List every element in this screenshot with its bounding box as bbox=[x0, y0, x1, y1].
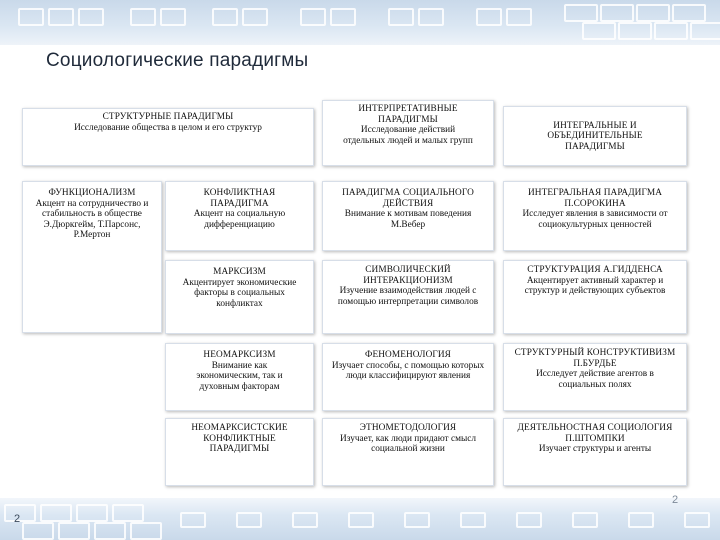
decor-square bbox=[418, 8, 444, 26]
decor-square bbox=[684, 512, 710, 528]
decor-square bbox=[292, 512, 318, 528]
box-heading: НЕОМАРКСИСТСКИЕ КОНФЛИКТНЫЕ ПАРАДИГМЫ bbox=[191, 423, 288, 455]
box-description: Внимание к мотивам поведения М.Вебер bbox=[344, 209, 472, 230]
decor-square bbox=[300, 8, 326, 26]
page-number-corner: 2 bbox=[14, 513, 21, 525]
box-description: Акцентирует экономические факторы в социальных конфликтах bbox=[182, 277, 297, 309]
giddens-structuration-box bbox=[503, 260, 687, 334]
box-heading: НЕОМАРКСИЗМ bbox=[203, 350, 276, 360]
box-description: Исследование общества в целом и его структур bbox=[74, 122, 262, 133]
decor-square bbox=[564, 4, 598, 22]
decor-square bbox=[130, 8, 156, 26]
decor-square bbox=[582, 22, 616, 40]
decor-square bbox=[600, 4, 634, 22]
decor-square bbox=[348, 512, 374, 528]
box-heading: ИНТЕГРАЛЬНАЯ ПАРАДИГМА П.СОРОКИНА bbox=[527, 188, 663, 209]
decor-square bbox=[22, 522, 54, 540]
box-heading: ФЕНОМЕНОЛОГИЯ bbox=[365, 350, 451, 360]
decor-square bbox=[40, 504, 72, 522]
social-action-box bbox=[322, 181, 494, 251]
ethnomethodology-box bbox=[322, 418, 494, 486]
decor-square bbox=[672, 4, 706, 22]
sztompka-sociology-box bbox=[503, 418, 687, 486]
decor-square bbox=[476, 8, 502, 26]
sorokin-integral-box bbox=[503, 181, 687, 251]
box-heading: СТРУКТУРАЦИЯ А.ГИДДЕНСА bbox=[527, 265, 663, 275]
box-heading: ИНТЕРПРЕТАТИВНЫЕ ПАРАДИГМЫ bbox=[358, 104, 458, 125]
box-description: Изучение взаимодействия людей с помощью интерпретации символов bbox=[337, 286, 479, 307]
decor-square bbox=[404, 512, 430, 528]
box-description: Исследует явления в зависимости от социокультурных ценностей bbox=[522, 209, 668, 230]
box-description: Изучает, как люди придают смысл социальной жизни bbox=[340, 433, 476, 455]
decor-square bbox=[572, 512, 598, 528]
decor-square bbox=[18, 8, 44, 26]
box-description: Внимание как экономическим, так и духовным факторам bbox=[196, 360, 283, 392]
functionalism-box bbox=[22, 181, 162, 333]
decor-square bbox=[76, 504, 108, 522]
box-description: Исследует действие агентов в социальных полях bbox=[536, 369, 654, 390]
decor-square bbox=[180, 512, 206, 528]
box-heading: ФУНКЦИОНАЛИЗМ bbox=[48, 188, 136, 198]
bottom-decorative-band bbox=[0, 498, 720, 540]
box-heading: МАРКСИЗМ bbox=[213, 267, 266, 277]
decor-square bbox=[506, 8, 532, 26]
box-description: Акцентирует активный характер и структур и действующих субъектов bbox=[524, 275, 666, 297]
decor-square bbox=[618, 22, 652, 40]
phenomenology-box bbox=[322, 343, 494, 411]
box-heading: ИНТЕГРАЛЬНЫЕ И ОБЪЕДИНИТЕЛЬНЫЕ ПАРАДИГМЫ bbox=[547, 120, 643, 152]
box-description: Акцент на сотрудничество и стабильность в обществе Э.Дюркгейм, Т.Парсонс, Р.Мертон bbox=[35, 198, 149, 241]
interpretative-paradigms-box bbox=[322, 100, 494, 166]
box-description: Изучает способы, с помощью которых люди классифицируют явления bbox=[331, 360, 485, 382]
decor-square bbox=[636, 4, 670, 22]
box-heading: ПАРАДИГМА СОЦИАЛЬНОГО ДЕЙСТВИЯ bbox=[342, 188, 474, 209]
box-heading: ДЕЯТЕЛЬНОСТНАЯ СОЦИОЛОГИЯ П.ШТОМПКИ bbox=[517, 423, 673, 444]
box-heading: КОНФЛИКТНАЯ ПАРАДИГМА bbox=[203, 188, 276, 209]
decor-square bbox=[212, 8, 238, 26]
neomarxism-box bbox=[165, 343, 314, 411]
box-heading: СИМВОЛИЧЕСКИЙ ИНТЕРАКЦИОНИЗМ bbox=[363, 265, 453, 286]
box-heading: ЭТНОМЕТОДОЛОГИЯ bbox=[359, 423, 457, 433]
box-heading: СТРУКТУРНЫЕ ПАРАДИГМЫ bbox=[102, 112, 234, 122]
decor-square bbox=[628, 512, 654, 528]
integral-paradigms-box bbox=[503, 106, 687, 166]
decor-square bbox=[94, 522, 126, 540]
box-description: Исследование действий отдельных людей и малых групп bbox=[343, 125, 473, 146]
structural-paradigms-box bbox=[22, 108, 314, 166]
neomarxist-conflict-box bbox=[165, 418, 314, 486]
decor-square bbox=[242, 8, 268, 26]
page-number: 2 bbox=[672, 494, 679, 506]
decor-square bbox=[654, 22, 688, 40]
decor-square bbox=[112, 504, 144, 522]
decor-square bbox=[78, 8, 104, 26]
conflict-paradigm-box bbox=[165, 181, 314, 251]
marxism-box bbox=[165, 260, 314, 334]
decor-square bbox=[690, 22, 720, 40]
top-decorative-band bbox=[0, 0, 720, 45]
decor-square bbox=[48, 8, 74, 26]
box-description: Акцент на социальную дифференциацию bbox=[193, 209, 286, 230]
decor-square bbox=[236, 512, 262, 528]
box-description: Изучает структуры и агенты bbox=[538, 444, 652, 455]
decor-square bbox=[516, 512, 542, 528]
decor-square bbox=[160, 8, 186, 26]
box-heading: СТРУКТУРНЫЙ КОНСТРУКТИВИЗМ П.БУРДЬЕ bbox=[514, 348, 676, 369]
bourdieu-constructivism-box bbox=[503, 343, 687, 411]
decor-square bbox=[460, 512, 486, 528]
decor-square bbox=[330, 8, 356, 26]
symbolic-interactionism-box bbox=[322, 260, 494, 334]
slide-title: Социологические парадигмы bbox=[46, 50, 309, 71]
decor-square bbox=[388, 8, 414, 26]
decor-square bbox=[58, 522, 90, 540]
decor-square bbox=[130, 522, 162, 540]
